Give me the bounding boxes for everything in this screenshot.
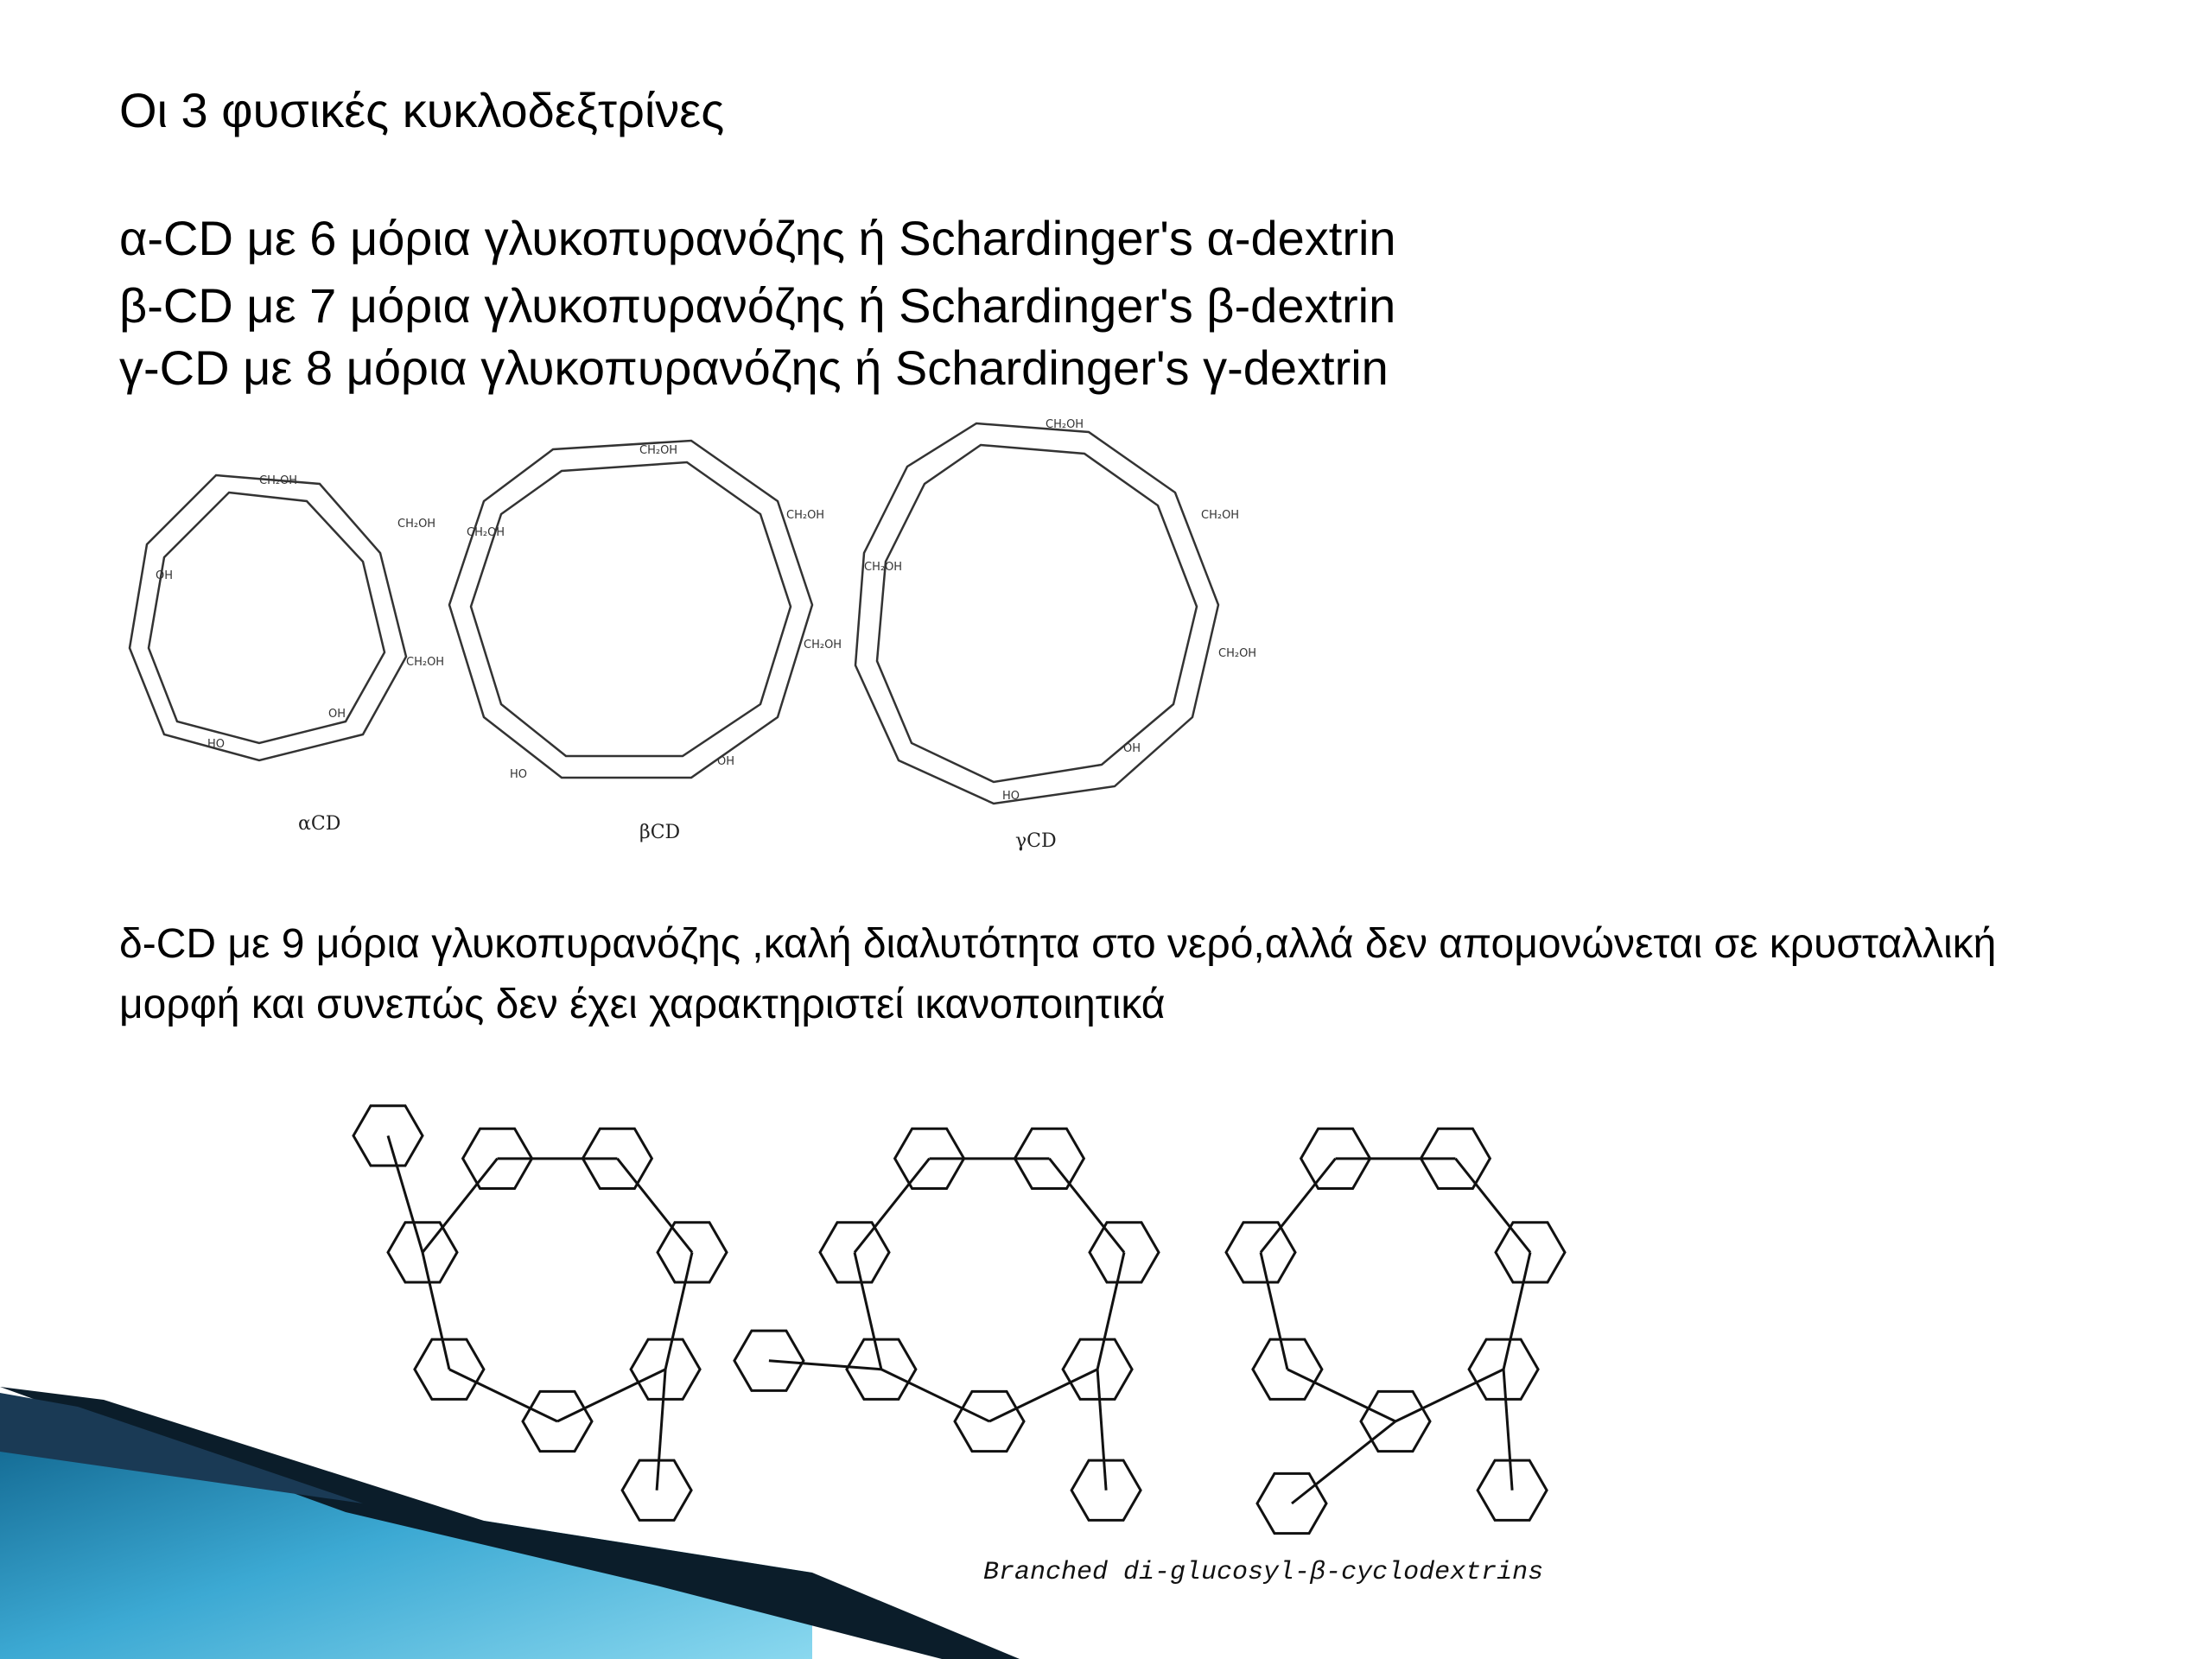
glycosidic-bond xyxy=(423,1252,449,1369)
svg-text:CH₂OH: CH₂OH xyxy=(804,639,842,652)
glycosidic-bond xyxy=(388,1135,423,1252)
glycosidic-bond xyxy=(1261,1252,1287,1369)
glycosidic-bond xyxy=(1503,1370,1512,1491)
glycosidic-bond xyxy=(657,1370,665,1491)
glycosidic-bond xyxy=(1395,1370,1503,1421)
svg-text:CH₂OH: CH₂OH xyxy=(864,561,903,574)
alpha-cd-ring xyxy=(130,475,406,760)
glycosidic-bond xyxy=(665,1252,692,1369)
svg-text:CH₂OH: CH₂OH xyxy=(1046,418,1084,431)
svg-text:CH₂OH: CH₂OH xyxy=(406,656,445,669)
glycosidic-bond xyxy=(557,1370,665,1421)
beta-cd-line: β-CD με 7 μόρια γλυκοπυρανόζης ή Schardinger's β-dextrin xyxy=(119,278,1396,333)
gamma-cd-label: γCD xyxy=(1015,830,1057,852)
page-title: Οι 3 φυσικές κυκλοδεξτρίνες xyxy=(119,83,725,137)
svg-text:OH: OH xyxy=(156,569,174,582)
delta-cd-paragraph: δ-CD με 9 μόρια γλυκοπυρανόζης ,καλή διαλυτότητα στο νερό,αλλά δεν απομονώνεται σε κρυσταλλική μορφή και συνεπώς δεν έχει χαρακτηριστεί ικανοποιητικά xyxy=(119,921,1997,1027)
glycosidic-bond xyxy=(855,1252,881,1369)
glycosidic-bond xyxy=(1455,1159,1530,1253)
alpha-cd-label: αCD xyxy=(298,813,341,835)
svg-text:CH₂OH: CH₂OH xyxy=(786,509,825,522)
branch-glucose-1 xyxy=(353,1106,423,1166)
glycosidic-bond xyxy=(449,1370,557,1421)
svg-text:OH: OH xyxy=(1123,742,1141,755)
glycosidic-bond xyxy=(1097,1370,1106,1491)
glycosidic-bond xyxy=(1292,1421,1395,1503)
glycosidic-bond xyxy=(989,1370,1097,1421)
glycosidic-bond xyxy=(769,1361,881,1370)
branch-glucose-2 xyxy=(734,1331,804,1390)
cyclodextrin-structures-figure xyxy=(0,406,1296,873)
glycosidic-bond xyxy=(881,1370,989,1421)
glycosidic-bond xyxy=(1049,1159,1124,1253)
svg-text:CH₂OH: CH₂OH xyxy=(1218,647,1257,660)
svg-text:CH₂OH: CH₂OH xyxy=(1201,509,1240,522)
svg-text:CH₂OH: CH₂OH xyxy=(467,526,505,539)
gamma-cd-ring xyxy=(855,423,1218,804)
glycosidic-bond xyxy=(1287,1370,1395,1421)
svg-text:HO: HO xyxy=(1002,790,1020,803)
glycosidic-bond xyxy=(1097,1252,1124,1369)
svg-text:OH: OH xyxy=(328,708,346,721)
glycosidic-bond xyxy=(1261,1159,1336,1253)
beta-cd-ring xyxy=(449,441,812,778)
svg-text:HO: HO xyxy=(207,738,226,751)
branched-caption: Branched di-glucosyl-β-cyclodextrins xyxy=(983,1558,1544,1587)
glycosidic-bond xyxy=(617,1159,692,1253)
svg-text:OH: OH xyxy=(717,755,735,768)
svg-text:HO: HO xyxy=(510,768,528,781)
svg-text:CH₂OH: CH₂OH xyxy=(639,444,678,457)
branched-cyclodextrins-figure xyxy=(346,1024,1659,1542)
gamma-cd-line: γ-CD με 8 μόρια γλυκοπυρανόζης ή Schardinger's γ-dextrin xyxy=(119,340,1389,395)
glycosidic-bond xyxy=(423,1159,498,1253)
svg-text:CH₂OH: CH₂OH xyxy=(397,518,436,531)
alpha-cd-line: α-CD με 6 μόρια γλυκοπυρανόζης ή Schardinger's α-dextrin xyxy=(119,211,1396,265)
glycosidic-bond xyxy=(1503,1252,1530,1369)
svg-text:CH₂OH: CH₂OH xyxy=(259,474,298,487)
beta-cd-label: βCD xyxy=(639,822,681,843)
glycosidic-bond xyxy=(855,1159,930,1253)
